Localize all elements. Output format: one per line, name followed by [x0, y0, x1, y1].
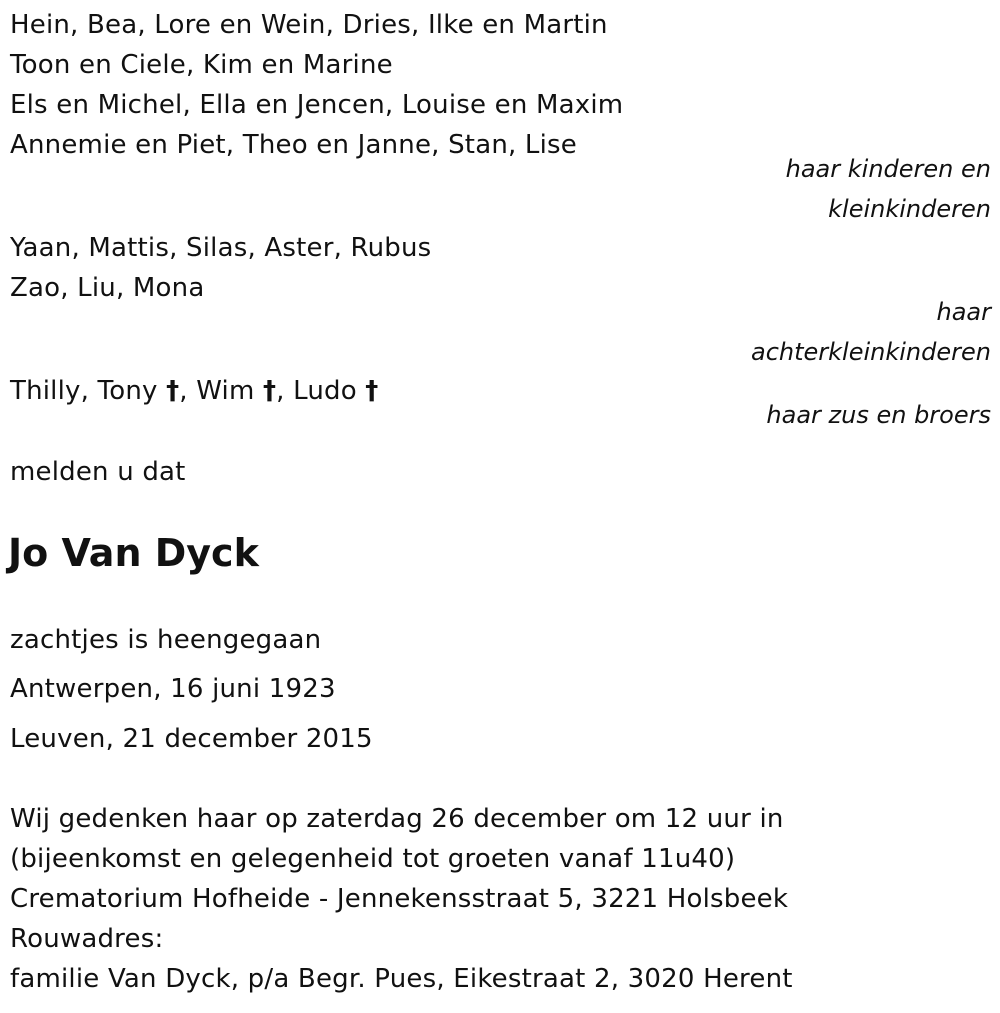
great-grandchildren-role-line-2: achterkleinkinderen — [751, 338, 991, 366]
ceremony-line-2: (bijeenkomst en gelegenheid tot groeten vanaf 11u40) — [10, 844, 736, 874]
mourning-address-label: Rouwadres: — [10, 924, 164, 954]
ceremony-line-1: Wij gedenken haar op zaterdag 26 december om 12 uur in — [10, 804, 784, 834]
announcement-text: melden u dat — [10, 457, 186, 487]
children-role-line-1: haar kinderen en — [785, 155, 991, 183]
death-info: Leuven, 21 december 2015 — [10, 724, 373, 754]
cross-icon: † — [166, 376, 180, 406]
great-grandchildren-role-line-1: haar — [936, 298, 991, 326]
children-line-3: Els en Michel, Ella en Jencen, Louise en Maxim — [10, 90, 624, 120]
children-line-2: Toon en Ciele, Kim en Marine — [10, 50, 393, 80]
siblings-name-2: , Wim — [179, 376, 255, 406]
birth-info: Antwerpen, 16 juni 1923 — [10, 674, 336, 704]
children-line-4: Annemie en Piet, Theo en Janne, Stan, Lise — [10, 130, 577, 160]
cross-icon: † — [262, 376, 277, 406]
children-role-line-2: kleinkinderen — [828, 195, 991, 223]
great-grandchildren-line-2: Zao, Liu, Mona — [10, 273, 205, 303]
children-line-1: Hein, Bea, Lore en Wein, Dries, Ilke en Martin — [10, 10, 608, 40]
mourning-address: familie Van Dyck, p/a Begr. Pues, Eikestraat 2, 3020 Herent — [10, 964, 793, 994]
passed-text: zachtjes is heengegaan — [10, 625, 322, 655]
siblings-name-3: , Ludo — [276, 376, 357, 406]
cross-icon: † — [365, 376, 379, 406]
siblings-line — [10, 371, 378, 411]
great-grandchildren-line-1: Yaan, Mattis, Silas, Aster, Rubus — [10, 233, 432, 263]
ceremony-line-3: Crematorium Hofheide - Jennekensstraat 5, 3221 Holsbeek — [10, 884, 789, 914]
siblings-role: haar zus en broers — [766, 401, 991, 429]
siblings-name-1: Thilly, Tony — [10, 376, 158, 406]
deceased-name: Jo Van Dyck — [8, 531, 259, 575]
